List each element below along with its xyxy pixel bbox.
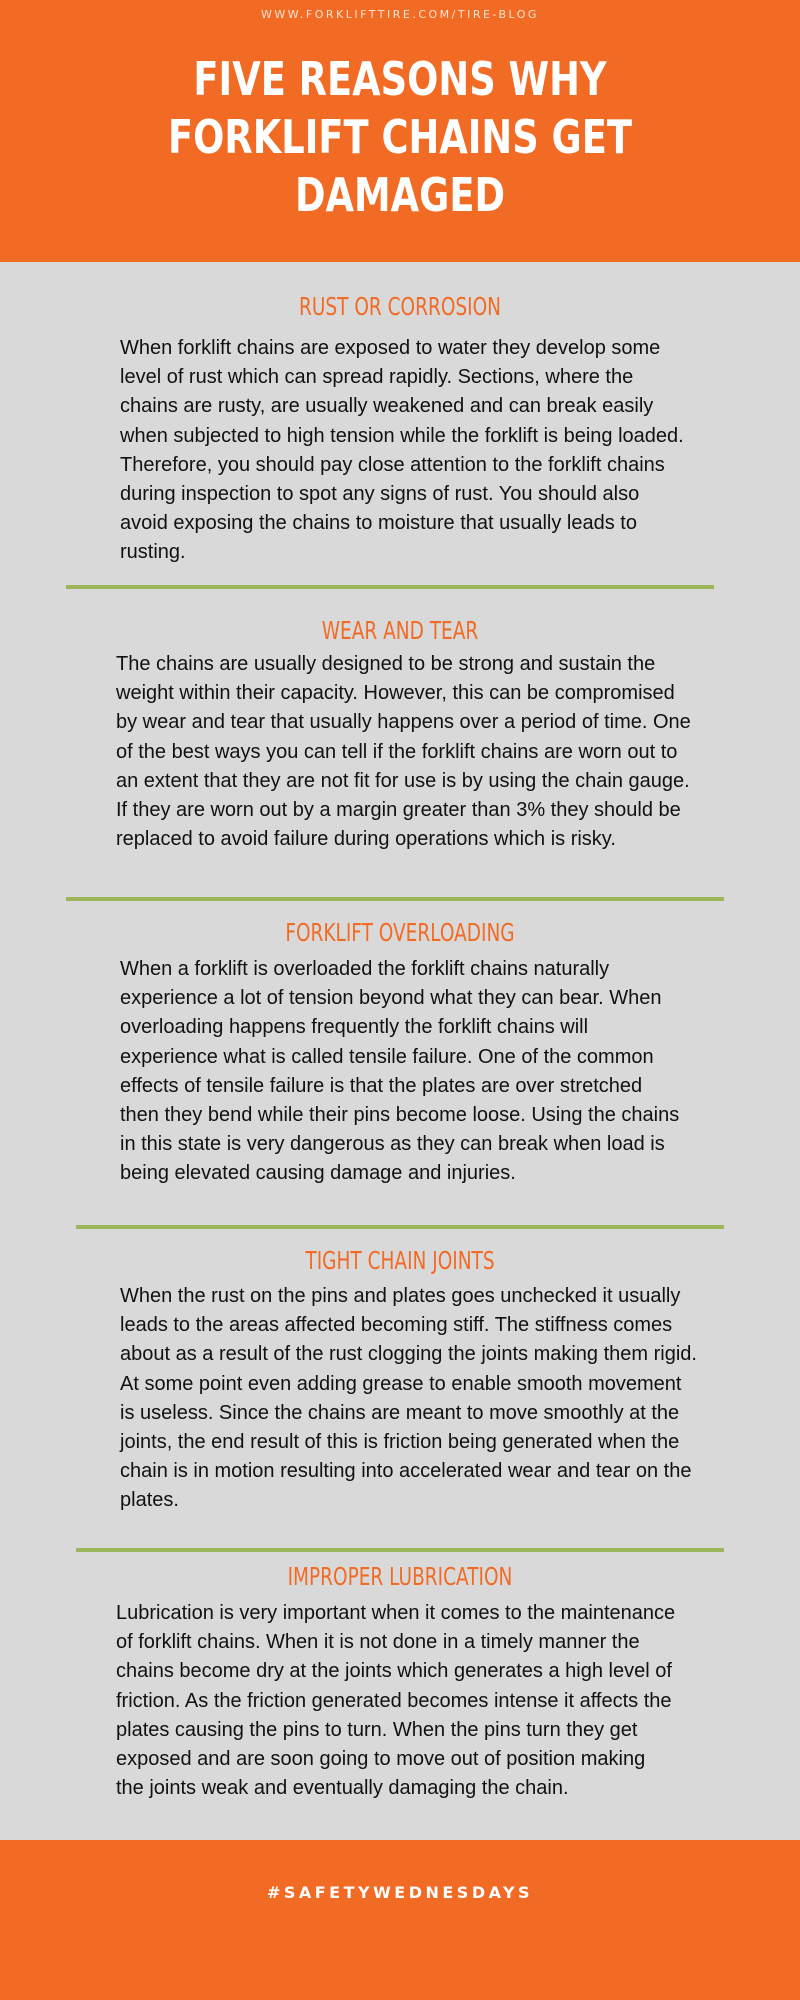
- section-body-wear: The chains are usually designed to be strong and sustain the weight within their capacity. However, this can be compromised by wear and tear that usually happens over a period of time. One of the best ways you can tell if the forklift chains are worn out to an extent that they are not fit for use is by using the chain gauge. If they are worn out by a margin greater than 3% they should be replaced to avoid failure during operations which is risky.: [116, 653, 691, 851]
- section-divider: [76, 1225, 724, 1229]
- section-body-rust: When forklift chains are exposed to water they develop some level of rust which can spread rapidly. Sections, where the chains are rusty, are usually weakened and can break easily when subjected to high tension while the forklift is being loaded. Therefore, you should pay close attention to the forklift chains during inspection to spot any signs of rust. You should also avoid exposing the chains to moisture that usually leads to rusting.: [120, 337, 684, 564]
- section-title-wear: WEAR AND TEAR: [321, 616, 479, 645]
- section-body-lubrication: Lubrication is very important when it comes to the maintenance of forklift chains. When it is not done in a timely manner the chains become dry at the joints which generates a high level of friction. As the friction generated becomes intense it affects the plates causing the pins to turn. When the pins turn they get exposed and are soon going to move out of position making the joints weak and eventually damaging the chain.: [116, 1602, 676, 1800]
- section-divider: [66, 585, 714, 589]
- footer-hashtag: #SAFETYWEDNESDAYS: [266, 1883, 534, 1902]
- section-body-tight-joints: When the rust on the pins and plates goes unchecked it usually leads to the areas affected becoming stiff. The stiffness comes about as a result of the rust clogging the joints making them rigid. At some point even adding grease to enable smooth movement is useless. Since the chains are meant to move smoothly at the joints, the end result of this is friction being generated when the chain is in motion resulting into accelerated wear and tear on the plates.: [120, 1285, 697, 1512]
- section-title-lubrication: IMPROPER LUBRICATION: [287, 1562, 513, 1591]
- section-title-rust: RUST OR CORROSION: [299, 292, 501, 321]
- section-divider: [66, 897, 724, 901]
- section-divider: [76, 1548, 724, 1552]
- page-title: FIVE REASONS WHY FORKLIFT CHAINS GET DAMAGED: [167, 52, 633, 222]
- footer-banner: [0, 1840, 800, 2000]
- section-title-overloading: FORKLIFT OVERLOADING: [285, 918, 515, 947]
- site-url[interactable]: WWW.FORKLIFTTIRE.COM/TIRE-BLOG: [261, 8, 539, 21]
- section-body-overloading: When a forklift is overloaded the forklift chains naturally experience a lot of tension beyond what they can bear. When overloading happens frequently the forklift chains will experience what is called tensile failure. One of the common effects of tensile failure is that the plates are over stretched then they bend while their pins become loose. Using the chains in this state is very dangerous as they can break when load is being elevated causing damage and injuries.: [120, 958, 680, 1185]
- section-title-tight-joints: TIGHT CHAIN JOINTS: [305, 1246, 495, 1275]
